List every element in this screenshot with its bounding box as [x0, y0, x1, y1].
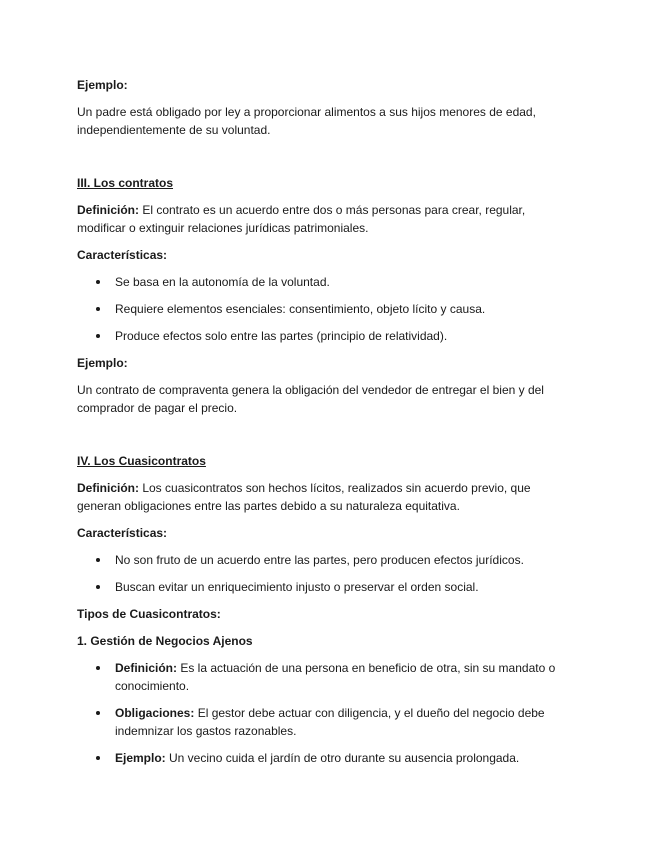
type1-list [77, 659, 577, 767]
list-item: Produce efectos solo entre las partes (principio de relatividad). [77, 327, 577, 345]
contratos-characteristics-list [77, 273, 577, 345]
example-label: Ejemplo: [77, 78, 128, 92]
item-text: Es la actuación de una persona en beneficio de otra, sin su mandato o conocimiento. [115, 661, 556, 693]
list-item [77, 704, 577, 740]
characteristics-label: Características: [77, 248, 168, 262]
list-item [77, 659, 577, 695]
contratos-definition [77, 201, 577, 237]
item-label: Obligaciones: [115, 706, 195, 720]
type1-heading: 1. Gestión de Negocios Ajenos [77, 634, 253, 648]
section-heading-cuasicontratos: IV. Los Cuasicontratos [77, 454, 206, 468]
definition-label: Definición: [77, 203, 139, 217]
example-label: Ejemplo: [77, 356, 128, 370]
item-text: El gestor debe actuar con diligencia, y el dueño del negocio debe indemnizar los gastos razonables. [115, 706, 545, 738]
definition-text: Los cuasicontratos son hechos lícitos, realizados sin acuerdo previo, que generan obligaciones entre las partes debido a su naturaleza equitativa. [77, 481, 531, 513]
definition-text: El contrato es un acuerdo entre dos o más personas para crear, regular, modificar o extinguir relaciones jurídicas patrimoniales. [77, 203, 526, 235]
item-text: Un vecino cuida el jardín de otro durante su ausencia prolongada. [165, 751, 520, 765]
list-item: Buscan evitar un enriquecimiento injusto o preservar el orden social. [77, 578, 577, 596]
list-item: No son fruto de un acuerdo entre las partes, pero producen efectos jurídicos. [77, 551, 577, 569]
characteristics-label: Características: [77, 526, 168, 540]
example-text: Un padre está obligado por ley a proporcionar alimentos a sus hijos menores de edad, independientemente de su voluntad. [77, 105, 536, 137]
cuasi-characteristics-list [77, 551, 577, 596]
types-label: Tipos de Cuasicontratos: [77, 607, 221, 621]
item-label: Definición: [115, 661, 177, 675]
item-label: Ejemplo: [115, 751, 166, 765]
cuasi-definition [77, 479, 577, 515]
list-item: Requiere elementos esenciales: consentimiento, objeto lícito y causa. [77, 300, 577, 318]
definition-label: Definición: [77, 481, 139, 495]
list-item [77, 749, 577, 767]
list-item: Se basa en la autonomía de la voluntad. [77, 273, 577, 291]
document-page [77, 76, 577, 776]
example-text: Un contrato de compraventa genera la obligación del vendedor de entregar el bien y del comprador de pagar el precio. [77, 383, 544, 415]
section-heading-contratos: III. Los contratos [77, 176, 174, 190]
